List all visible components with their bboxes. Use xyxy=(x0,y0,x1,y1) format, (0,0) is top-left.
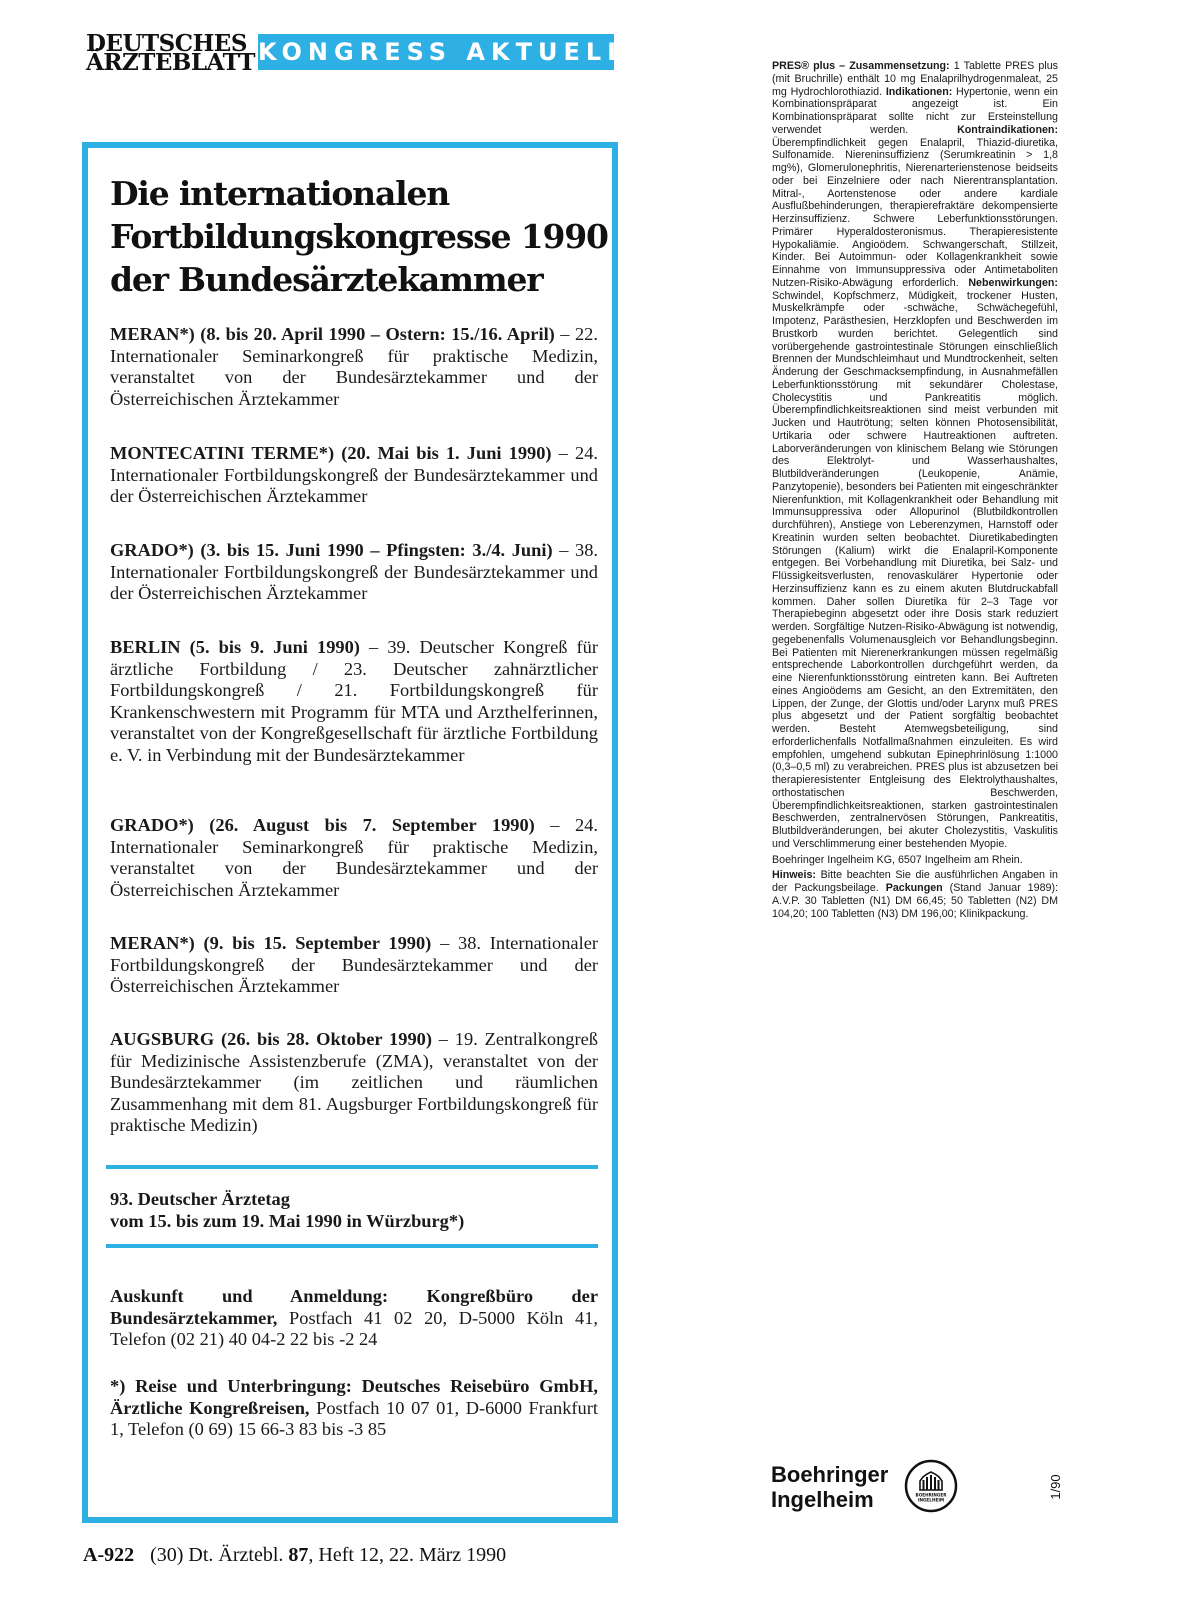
section-banner: KONGRESS AKTUELL xyxy=(258,34,614,70)
entry-head: GRADO*) (26. August bis 7. September 1990) xyxy=(110,815,535,835)
brand-name xyxy=(771,1462,888,1512)
entry-body: – 38. Internationaler Fortbildungskongreß der Bundesärztekammer und der Österreichischen Ärztekammer xyxy=(110,540,598,603)
congress-entry-grado-june xyxy=(110,540,598,605)
logo-text: INGELHEIM xyxy=(917,1497,945,1503)
travel-body: Postfach 10 07 01, D-6000 Frankfurt 1, Telefon (0 69) 15 66-3 83 bis -3 85 xyxy=(110,1397,598,1439)
entry-body: – 39. Deutscher Kongreß für ärztliche Fortbildung / 23. Deutscher zahnärztlicher Fortbildungskongreß / 21. Fortbildungskongreß für Krankenschwestern mit Programm für MTA und Arzthelferinnen, veranstaltet von der Kongreßgesellschaft für ärztliche Fortbildung e. V. in Verbindung mit der Bundesärztekammer xyxy=(110,637,598,765)
brand-line: Ingelheim xyxy=(771,1487,874,1512)
divider-rule xyxy=(106,1165,598,1169)
registration-body: Postfach 41 02 20, D-5000 Köln 41, Telefon (02 21) 40 04-2 22 bis -2 24 xyxy=(110,1307,598,1349)
ad-paragraph-notes: Hinweis: Bitte beachten Sie die ausführlichen Angaben in der Packungsbeilage. Packungen (Stand Januar 1989): A.V.P. 30 Tabletten (N1) DM 66,45; 50 Tabletten (N2) DM 104,20; 100 Tabletten (N3) DM 196,00; Klinikpackung. xyxy=(772,869,1058,920)
congress-entry-grado-august xyxy=(110,815,598,901)
entry-head: MONTECATINI TERME*) (20. Mai bis 1. Juni 1990) xyxy=(110,443,552,463)
page-number: A-922 xyxy=(83,1544,135,1566)
congress-entry-montecatini xyxy=(110,443,598,508)
entry-head: AUGSBURG (26. bis 28. Oktober 1990) xyxy=(110,1029,432,1049)
aerztetag-notice xyxy=(110,1189,598,1232)
volume-number: 87 xyxy=(288,1544,309,1566)
aerztetag-line: vom 15. bis zum 19. Mai 1990 in Würzburg*) xyxy=(110,1210,465,1231)
entry-head: MERAN*) (9. bis 15. September 1990) xyxy=(110,933,432,953)
logo-text: BOEHRINGER xyxy=(915,1492,947,1498)
title-line: der Bundesärztekammer xyxy=(110,260,543,299)
congress-entry-meran-april xyxy=(110,324,598,410)
ad-prescribing-info xyxy=(772,60,1058,920)
entry-body: – 22. Internationaler Seminarkongreß für praktische Medizin, veranstaltet von der Bundesärztekammer und der Österreichischen Ärztekammer xyxy=(110,324,598,409)
page-footer xyxy=(83,1544,506,1567)
masthead-logo xyxy=(86,30,256,76)
ad-company-line: Boehringer Ingelheim KG, 6507 Ingelheim am Rhein. xyxy=(772,853,1023,866)
title-line: Fortbildungskongresse 1990 xyxy=(110,217,608,256)
title-line: Die internationalen xyxy=(110,174,450,213)
travel-head: *) Reise und Unterbringung: Deutsches Reisebüro GmbH, Ärztliche Kongreßreisen, xyxy=(110,1376,598,1418)
congress-entry-augsburg xyxy=(110,1029,598,1137)
travel-info xyxy=(110,1376,598,1441)
ad-paragraph-main: PRES® plus – Zusammensetzung: 1 Tablette PRES plus (mit Bruchrille) enthält 10 mg Enalaprilhydrogenmaleat, 25 mg Hydrochlorothiazid. Indikationen: Hypertonie, wenn ein Kombinationspräparat angezeigt ist. Ein Kombinationspräparat sollte nicht zur Ersteinstellung verwendet werden. Kontraindikationen: Überempfindlichkeit gegen Enalapril, Thiazid-diuretika, Sulfonamide. Niereninsuffizienz (Serumkreatinin > 1,8 mg%), Glomerulonephritis, Nierenarterienstenose beidseits oder bei Einzelniere oder nach Nierentransplantation. Mitral-, Aortenstenose oder andere kardiale Ausflußbehinderungen, therapierefraktäre dekompensierte Herzinsuffizienz. Schwere Leberfunktionsstörungen. Primärer Hyperaldosteronismus. Therapieresistente Hypokaliämie. Angioödem. Schwangerschaft, Stillzeit, Kinder. Bei Autoimmun- oder Kollagenkrankheit sowie Einnahme von Immunsuppressiva oder Antimetaboliten Nutzen-Risiko-Abwägung erforderlich. Nebenwirkungen: Schwindel, Kopfschmerz, Müdigkeit, trockener Husten, Muskelkrämpfe oder -schwäche, Schwächegefühl, Impotenz, Parästhesien, Herzklopfen und Beschwerden im Brustkorb wurden berichtet. Gelegentlich sind vorübergehende gastrointestinale Störungen einschließlich Brennen der Mundschleimhaut und Mundtrockenheit, selten Änderung der Geschmacksempfindung, in Ausnahmefällen Leberfunktionsstörung mit sekundärer Cholestase, Cholecystitis und Pankreatitis möglich. Überempfindlichkeitsreaktionen sind meist verbunden mit Jucken und Hautrötung; selten können Photosensibilität, Urtikaria oder schwere Hautreaktionen auftreten. Laborveränderungen von klinischem Belang wie Störungen des Elektrolyt- und Wasserhaushaltes, Blutbildveränderungen (Leukopenie, Anämie, Panzytopenie), besonders bei Patienten mit eingeschränkter Nierenfunktion, mit Kollagenkrankheit oder Behandlung mit Immunsuppressiva oder Allopurinol (Blutbildkontrollen durchführen), Anstiege von Leberenzymen, Harnstoff oder Kreatinin wurden selten beobachtet. Diuretikabedingten Störungen (Kalium) wirkt die Enalapril-Komponente entgegen. Bei Vorbehandlung mit Diuretika, bei Salz- und Flüssigkeitsverlusten, renovaskulärer Hypertonie oder Herzinsuffizienz kann es zu einem akuten Blutdruckabfall kommen. Daher sollen Diuretika für 2–3 Tage vor Therapiebeginn abgesetzt oder ihre Dosis stark reduziert werden. Sorgfältige Nutzen-Risiko-Abwägung ist notwendig, gegebenenfalls Volumenausgleich vor Behandlungsbeginn. Bei Patienten mit Nierenerkrankungen müssen regelmäßig entsprechende Laborkontrollen durchgeführt werden, da eine Nierenfunktionsstörung eintreten kann. Bei Auftreten eines Angioödems am Gesicht, an den Extremitäten, den Lippen, der Zunge, der Glottis und/oder Larynx muß PRES plus abgesetzt und der Patient sorgfältig beobachtet werden. Besteht Atemwegsbeteiligung, sind erforderlichenfalls Notfallmaßnahmen einzuleiten. Es wird empfohlen, umgehend subkutan Epinephrinlösung 1:1000 (0,3–0,5 ml) zu verabreichen. PRES plus ist abzusetzen bei therapieresistenter Entgleisung des Elektrolythaushaltes, orthostatischen Beschwerden, Überempfindlichkeitsreaktionen, starken gastrointestinalen Beschwerden, zentralnervösen Störungen, Pankreatitis, Blutbildveränderungen, bei akuter Cholezystitis, Vaskulitis und Verschlimmerung einer bestehenden Myopie. xyxy=(772,60,1058,850)
divider-rule xyxy=(106,1244,598,1248)
masthead-logo-line2: ÄRZTEBLATT xyxy=(86,49,256,76)
masthead-logo-line1: DEUTSCHES xyxy=(86,30,247,57)
congress-entry-meran-september xyxy=(110,933,598,998)
entry-head: BERLIN (5. bis 9. Juni 1990) xyxy=(110,637,360,657)
entry-head: GRADO*) (3. bis 15. Juni 1990 – Pfingsten: 3./4. Juni) xyxy=(110,540,553,560)
citation-suffix: , Heft 12, 22. März 1990 xyxy=(308,1544,507,1566)
article-title xyxy=(110,172,608,301)
entry-body: – 19. Zentralkongreß für Medizinische Assistenzberufe (ZMA), veranstaltet von der Bundesärztekammer (im zeitlichen und räumlichen Zusammenhang mit dem 81. Augsburger Fortbildungskongreß für praktische Medizin) xyxy=(110,1029,598,1135)
entry-body: – 24. Internationaler Fortbildungskongreß der Bundesärztekammer und der Österreichischen Ärztekammer xyxy=(110,443,598,506)
aerztetag-line: 93. Deutscher Ärztetag xyxy=(110,1189,290,1209)
brand-line: Boehringer xyxy=(771,1462,889,1487)
ad-code: 1/90 xyxy=(1048,1474,1063,1500)
registration-head: Auskunft und Anmeldung: Kongreßbüro der Bundesärztekammer, xyxy=(110,1286,598,1328)
boehringer-ingelheim-logo xyxy=(904,1459,958,1513)
entry-body: – 38. Internationaler Fortbildungskongreß der Bundesärztekammer und der Österreichischen Ärztekammer xyxy=(110,933,598,996)
registration-info xyxy=(110,1286,598,1351)
citation-prefix: (30) Dt. Ärztebl. xyxy=(150,1544,289,1566)
entry-head: MERAN*) (8. bis 20. April 1990 – Ostern: 15./16. April) xyxy=(110,324,555,344)
entry-body: – 24. Internationaler Seminarkongreß für praktische Medizin, veranstaltet von der Bundesärztekammer und der Österreichischen Ärztekammer xyxy=(110,815,598,900)
congress-entry-berlin xyxy=(110,637,598,766)
